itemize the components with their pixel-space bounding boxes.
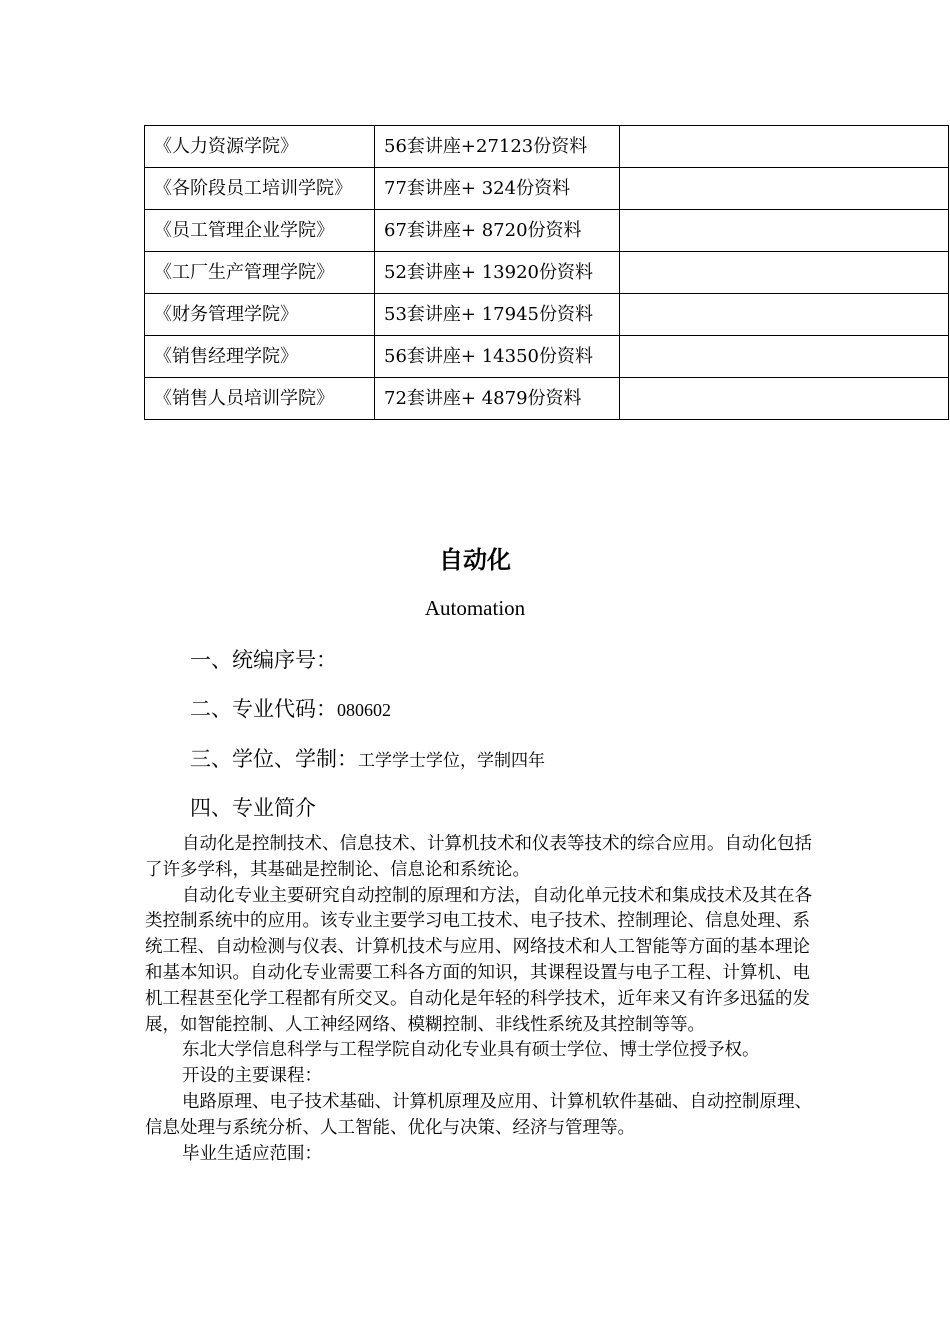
- table-cell-note: [620, 336, 949, 378]
- paragraph: 自动化专业主要研究自动控制的原理和方法，自动化单元技术和集成技术及其在各类控制系统中的应用。该专业主要学习电工技术、电子技术、控制理论、信息处理、系统工程、自动检测与仪表、计算机技术与应用、网络技术和人工智能等方面的基本理论和基本知识。自动化专业需要工科各方面的知识，其课程设置与电子工程、计算机、电机工程甚至化学工程都有所交叉。自动化是年轻的科学技术，近年来又有许多迅猛的发展，如智能控制、人工神经网络、模糊控制、非线性系统及其控制等等。: [145, 885, 812, 1035]
- table-cell-content: 56套讲座+27123份资料: [375, 126, 620, 168]
- table-row: [145, 126, 949, 168]
- paragraph: 毕业生适应范围：: [182, 1143, 322, 1164]
- section-degree: [190, 743, 545, 777]
- section-label: 二、专业代码：: [190, 697, 337, 721]
- paragraph: 开设的主要课程：: [182, 1066, 322, 1087]
- table-cell-content: 56套讲座+ 14350份资料: [375, 336, 620, 378]
- section-introduction: [190, 792, 316, 826]
- section-label: 一、统编序号：: [190, 648, 337, 672]
- table-cell-content: 77套讲座+ 324份资料: [375, 168, 620, 210]
- section-major-code: [190, 693, 391, 726]
- table-row: [145, 252, 949, 294]
- section-value: 080602: [337, 700, 391, 720]
- table-cell-content: 53套讲座+ 17945份资料: [375, 294, 620, 336]
- section-label: 三、学位、学制：: [190, 747, 358, 771]
- table-cell-note: [620, 378, 949, 420]
- table-cell-name: 《员工管理企业学院》: [145, 210, 375, 252]
- table-cell-name: 《人力资源学院》: [145, 126, 375, 168]
- paragraph: 东北大学信息科学与工程学院自动化专业具有硕士学位、博士学位授予权。: [182, 1040, 760, 1061]
- paragraph: 自动化是控制技术、信息技术、计算机技术和仪表等技术的综合应用。自动化包括了许多学科，其基础是控制论、信息论和系统论。: [145, 834, 812, 880]
- table-row: [145, 168, 949, 210]
- table-cell-note: [620, 210, 949, 252]
- table-cell-note: [620, 252, 949, 294]
- table-cell-note: [620, 126, 949, 168]
- table-cell-content: 67套讲座+ 8720份资料: [375, 210, 620, 252]
- table-row: [145, 378, 949, 420]
- table-cell-name: 《销售人员培训学院》: [145, 378, 375, 420]
- table-row: [145, 294, 949, 336]
- table-cell-content: 72套讲座+ 4879份资料: [375, 378, 620, 420]
- course-table: [144, 125, 949, 420]
- section-label: 四、专业简介: [190, 796, 316, 820]
- table-cell-name: 《财务管理学院》: [145, 294, 375, 336]
- table-cell-name: 《各阶段员工培训学院》: [145, 168, 375, 210]
- table-cell-name: 《销售经理学院》: [145, 336, 375, 378]
- table-row: [145, 336, 949, 378]
- table-cell-name: 《工厂生产管理学院》: [145, 252, 375, 294]
- table-cell-content: 52套讲座+ 13920份资料: [375, 252, 620, 294]
- table-cell-note: [620, 294, 949, 336]
- section-value: 工学学士学位，学制四年: [358, 751, 545, 771]
- section-serial-number: [190, 644, 337, 678]
- table-row: [145, 210, 949, 252]
- page-subtitle: Automation: [424, 596, 526, 620]
- paragraph: 电路原理、电子技术基础、计算机原理及应用、计算机软件基础、自动控制原理、信息处理与系统分析、人工智能、优化与决策、经济与管理等。: [145, 1091, 812, 1138]
- page-title: 自动化: [439, 546, 511, 574]
- introduction-body: [145, 832, 813, 1167]
- table-cell-note: [620, 168, 949, 210]
